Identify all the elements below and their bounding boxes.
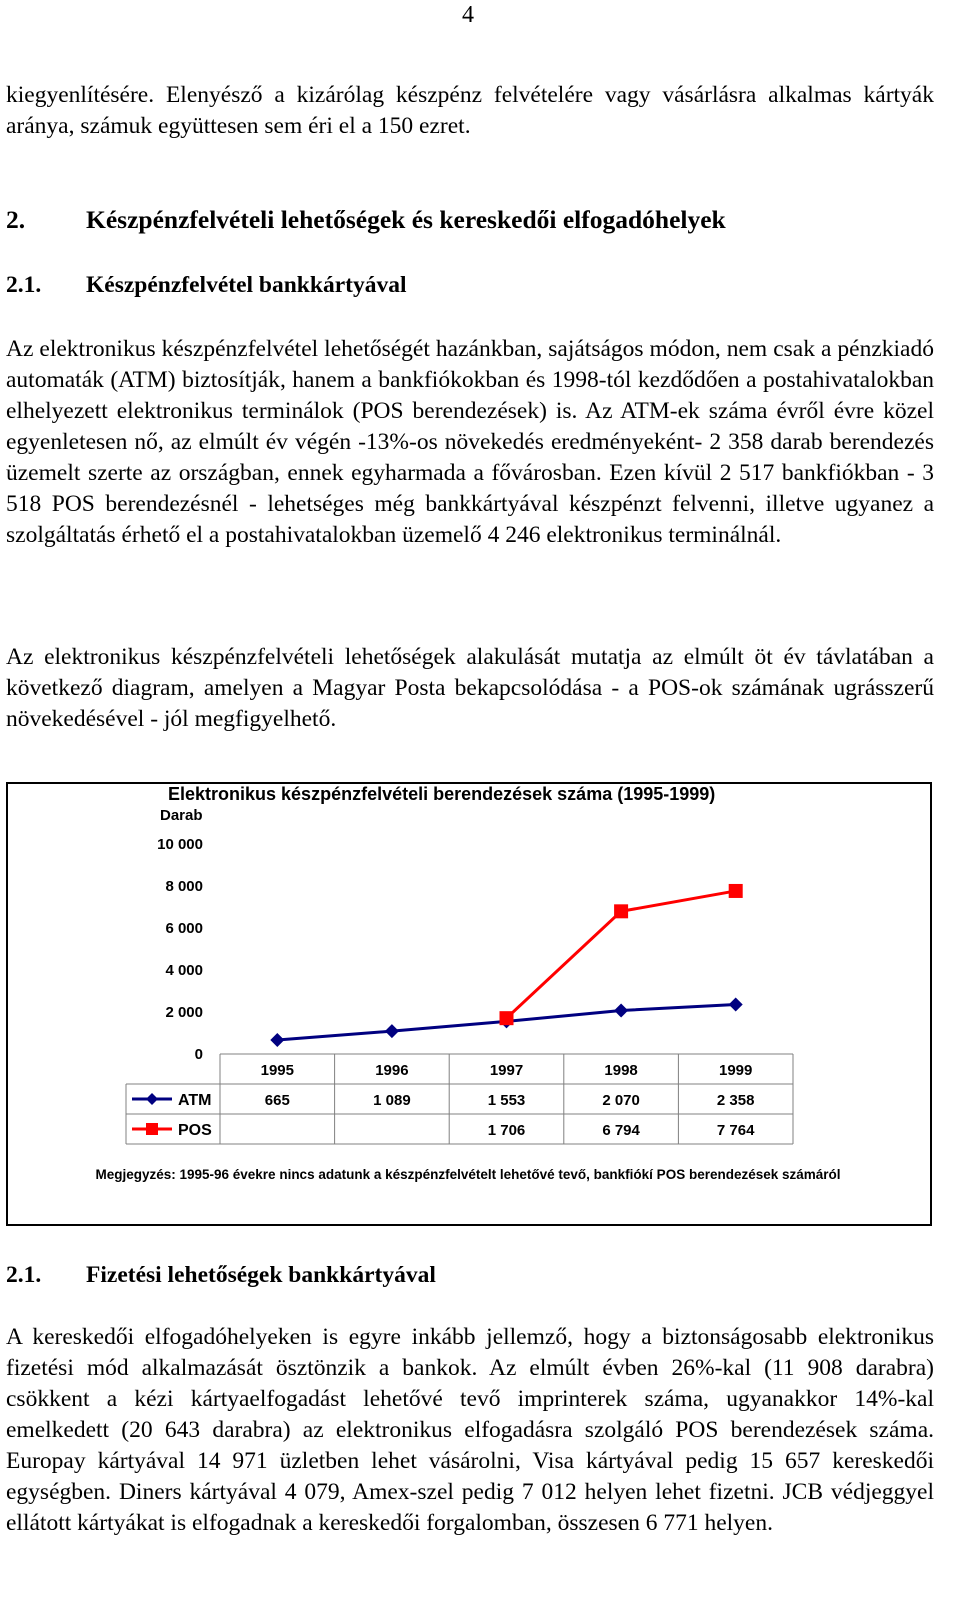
data-point-pos <box>729 884 743 898</box>
section-2-title: Készpénzfelvételi lehetőségek és kereskedői elfogadóhelyek <box>86 205 726 234</box>
page-number: 4 <box>462 2 474 28</box>
x-category-label: 1996 <box>375 1062 409 1079</box>
section-2-1b-title: Fizetési lehetőségek bankkártyával <box>86 1262 436 1288</box>
section-2-1-title: Készpénzfelvétel bankkártyával <box>86 272 407 298</box>
y-tick-label: 2 000 <box>165 1004 203 1021</box>
data-point-atm <box>729 997 743 1011</box>
chart-note: Megjegyzés: 1995-96 évekre nincs adatunk a készpénzfelvételt lehetővé tevő, bankfiókí POS berendezések számáról <box>95 1167 841 1182</box>
section-2-1-heading <box>6 272 406 299</box>
section-2-1b-paragraph-1: A kereskedői elfogadóhelyeken is egyre inkább jellemző, hogy a biztonságosabb elektronikus fizetési mód alkalmazását ösztönzik a bankok. Az elmúlt évben 26%-kal (11 908 darabra) csökkent a kézi kártyaelfogadást lehetővé tevő imprinterek száma, ugyanakkor 14%-kal emelkedett (20 643 darabra) az elektronikus elfogadásra szolgáló POS berendezések száma. Europay kártyával 14 971 üzletben lehet vásárolni, Visa kártyával pedig 15 657 kereskedői egységben. Diners kártyával 4 079, Amex-szel pedig 7 012 helyen lehet fizetni. JCB védjeggyel ellátott kártyákat is elfogadnak a kereskedői forgalomban, összesen 6 771 helyen. <box>6 1324 934 1536</box>
y-tick-label: 6 000 <box>165 920 203 937</box>
line-chart <box>8 784 930 1224</box>
section-2-1b-number: 2.1. <box>6 1262 42 1288</box>
y-axis-label: Darab <box>160 807 203 824</box>
legend-label-pos: POS <box>178 1122 212 1139</box>
chart-container <box>6 782 932 1226</box>
legend-marker-pos <box>146 1123 158 1135</box>
data-point-atm <box>614 1004 628 1018</box>
x-category-label: 1995 <box>260 1062 294 1079</box>
table-cell-atm: 1 553 <box>487 1092 526 1109</box>
table-cell-pos: 1 706 <box>487 1122 526 1139</box>
data-point-pos <box>500 1011 514 1025</box>
data-point-atm <box>270 1033 284 1047</box>
legend-marker-atm <box>146 1093 158 1105</box>
x-category-label: 1997 <box>489 1062 524 1079</box>
intro-paragraph: kiegyenlítésére. Elenyésző a kizárólag készpénz felvételére vagy vásárlásra alkalmas kártyák aránya, számuk együttesen sem éri el a 150 ezret. <box>6 82 934 139</box>
section-2-1b-heading <box>6 1262 436 1289</box>
data-point-atm <box>385 1024 399 1038</box>
table-cell-pos: 6 794 <box>602 1122 640 1139</box>
x-category-label: 1999 <box>719 1062 753 1079</box>
section-2-heading <box>6 205 726 235</box>
table-cell-atm: 2 358 <box>716 1092 755 1109</box>
y-tick-label: 0 <box>194 1046 203 1063</box>
y-tick-label: 10 000 <box>157 836 203 853</box>
section-2-1-paragraph-1: Az elektronikus készpénzfelvétel lehetőségét hazánkban, sajátságos módon, nem csak a pénzkiadó automaták (ATM) biztosítják, hanem a bankfiókokban és 1998-tól kezdődően a postahivatalokban elhelyezett elektronikus terminálok (POS berendezések) is. Az ATM-ek száma évről évre közel egyenletesen nő, az elmúlt év végén -13%-os növekedés eredményeként- 2 358 darab berendezés üzemelt szerte az országban, ennek egyharmada a fővárosban. Ezen kívül 2 517 bankfiókban - 3 518 POS berendezésnél - lehetséges még bankkártyával készpénzt felvenni, illetve ugyanez a szolgáltatás érhető el a postahivatalokban üzemelő 4 246 elektronikus terminálnál. <box>6 336 934 548</box>
section-2-1-paragraph-2: Az elektronikus készpénzfelvételi lehetőségek alakulását mutatja az elmúlt öt év távlatában a következő diagram, amelyen a Magyar Posta bekapcsolódása - a POS-ok számának ugrásszerű növekedésével - jól megfigyelhető. <box>6 644 934 732</box>
table-cell-atm: 1 089 <box>373 1092 411 1109</box>
section-2-1-number: 2.1. <box>6 272 42 298</box>
y-tick-label: 4 000 <box>165 962 203 979</box>
x-category-label: 1998 <box>604 1062 638 1079</box>
legend-label-atm: ATM <box>178 1092 212 1109</box>
table-cell-pos: 7 764 <box>716 1122 755 1139</box>
table-cell-atm: 665 <box>264 1092 290 1109</box>
data-point-pos <box>614 904 628 918</box>
chart-title: Elektronikus készpénzfelvételi berendezések száma (1995-1999) <box>168 784 716 804</box>
section-2-number: 2. <box>6 205 26 234</box>
y-tick-label: 8 000 <box>165 878 203 895</box>
table-cell-atm: 2 070 <box>602 1092 640 1109</box>
